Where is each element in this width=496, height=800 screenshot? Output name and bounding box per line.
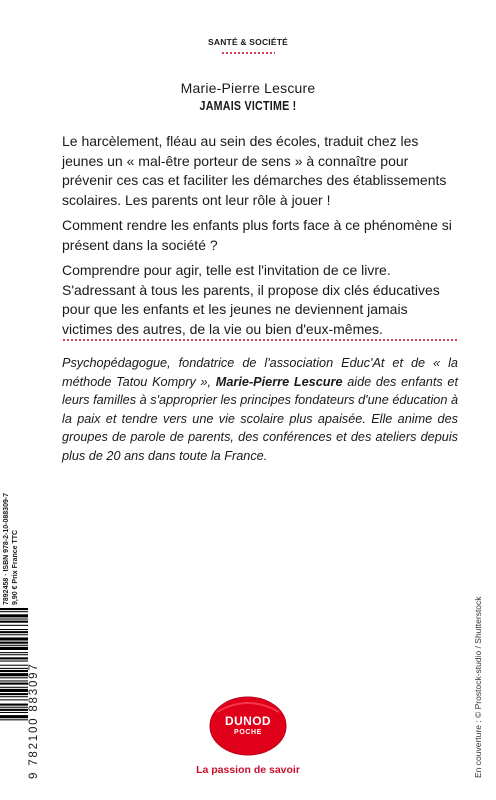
barcode-bar <box>0 608 28 610</box>
barcode-bar <box>0 707 28 708</box>
barcode-bar <box>0 693 28 695</box>
barcode-bar <box>0 689 28 692</box>
barcode-bar <box>0 645 28 646</box>
barcode-bar <box>0 631 28 633</box>
author-bio <box>62 354 458 465</box>
barcode-bar <box>0 668 28 669</box>
cover-credit-text: En couverture : © Prostock-studio / Shutterstock <box>473 596 483 778</box>
barcode-bar <box>0 704 28 706</box>
barcode-bar <box>0 715 28 718</box>
barcode-bar <box>0 699 28 700</box>
series-label: SANTÉ & SOCIÉTÉ <box>208 37 288 47</box>
blurb-paragraph-1: Le harcèlement, fléau au sein des écoles, traduit chez les jeunes un « mal-être porteur de sens » à connaître pour prévenir ces cas et faciliter les démarches des établissements scolaires. Les parents ont leur rôle à jouer ! <box>62 133 447 208</box>
logo-poche-text: POCHE <box>234 729 262 736</box>
book-title: JAMAIS VICTIME ! <box>199 98 297 113</box>
bio-intro: Psychopédagogue, fondatrice de l'association Educ'At et de « la méthode Tatou Kompry », <box>62 356 458 389</box>
barcode-bar <box>0 614 28 617</box>
barcode-bar <box>0 719 28 720</box>
barcode-bar <box>0 657 28 659</box>
bio-rest: aide des enfants et leurs familles à s'approprier les principes fondateurs d'une éducation à la paix et tendre vers une vie scolaire plus apaisée. Elle anime des groupes de parole de parents, des conférences et des ateliers depuis plus de 20 ans dans toute la France. <box>62 374 459 463</box>
publisher-tagline: La passion de savoir <box>196 764 300 776</box>
series-underline <box>221 52 275 54</box>
blurb-paragraph-2: Comment rendre les enfants plus forts face à ce phénomène si présent dans la société ? <box>62 217 452 253</box>
barcode-bar <box>0 709 28 711</box>
barcode-bar <box>0 670 28 672</box>
barcode-bar <box>0 683 28 685</box>
barcode-bar <box>0 625 28 626</box>
barcode-bar <box>0 687 28 688</box>
barcode-bar <box>0 621 28 623</box>
barcode-bar <box>0 611 28 612</box>
barcode-bar <box>0 629 28 630</box>
bio-author-name: Marie-Pierre Lescure <box>215 374 343 389</box>
barcode <box>0 608 28 780</box>
barcode-bar <box>0 677 28 678</box>
barcode-bar <box>0 637 28 640</box>
barcode-bar <box>0 696 28 697</box>
barcode-bar <box>0 712 28 713</box>
isbn-line: 7892458 · ISBN 978-2-10-088309-7 <box>3 492 10 605</box>
barcode-bar <box>0 647 28 650</box>
barcode-bar <box>0 654 28 655</box>
barcode-bar <box>0 661 28 662</box>
barcode-bar <box>0 680 28 681</box>
book-author: Marie-Pierre Lescure <box>180 80 316 96</box>
barcode-bar <box>0 673 28 676</box>
blurb-paragraph-3: Comprendre pour agir, telle est l'invitation de ce livre. S'adressant à tous les parents, il propose dix clés éducatives pour que les enfants et les jeunes ne deviennent jamais victimes des autres, de la vie ou bien d'eux-mêmes. <box>62 262 440 337</box>
logo-dunod-text: DUNOD <box>225 714 271 728</box>
price-line: 9,90 € Prix France TTC <box>12 529 19 605</box>
dotted-separator <box>62 339 458 341</box>
barcode-bar <box>0 619 28 620</box>
barcode-bar <box>0 642 28 644</box>
barcode-bar <box>0 665 28 666</box>
back-cover: SANTÉ & SOCIÉTÉ Marie-Pierre Lescure JAMAIS VICTIME ! Le harcèlement, fléau au sein des écoles, traduit chez les jeunes un « mal-être porteur de sens » à connaître pour prévenir ces cas et faciliter les démarches des établissements scolaires. Les parents ont leur rôle à jouer ! Comment rendre les enfants plus forts face à ce phénomène si présent dans la société ? Comprendre pour agir, telle est l'invitation de ce livre. S'adressant à tous les parents, il propose dix clés éducatives pour que les enfants et les jeunes ne deviennent jamais victimes des autres, de la vie ou bien d'eux-mêmes. Psychopédagogue, fondatrice de l'association Educ'At et de « la méthode Tatou Kompry », Marie-Pierre Lescure aide des enfants et leurs familles à s'approprier les principes fondateurs d'une éducation à la paix et tendre vers une vie scolaire plus apaisée. Elle anime des groupes de parole de parents, des conférences et des ateliers depuis plus de 20 ans dans toute la France. 7892458 · ISBN 978-2-10-088309-7 9,90 € Prix France TTC 9 782100 883097 DUNOD POCHE La passion de savoir En couverture : © Prostock-studio / Shutterstock <box>0 0 496 800</box>
barcode-bar <box>0 634 28 635</box>
barcode-bar <box>0 652 28 653</box>
